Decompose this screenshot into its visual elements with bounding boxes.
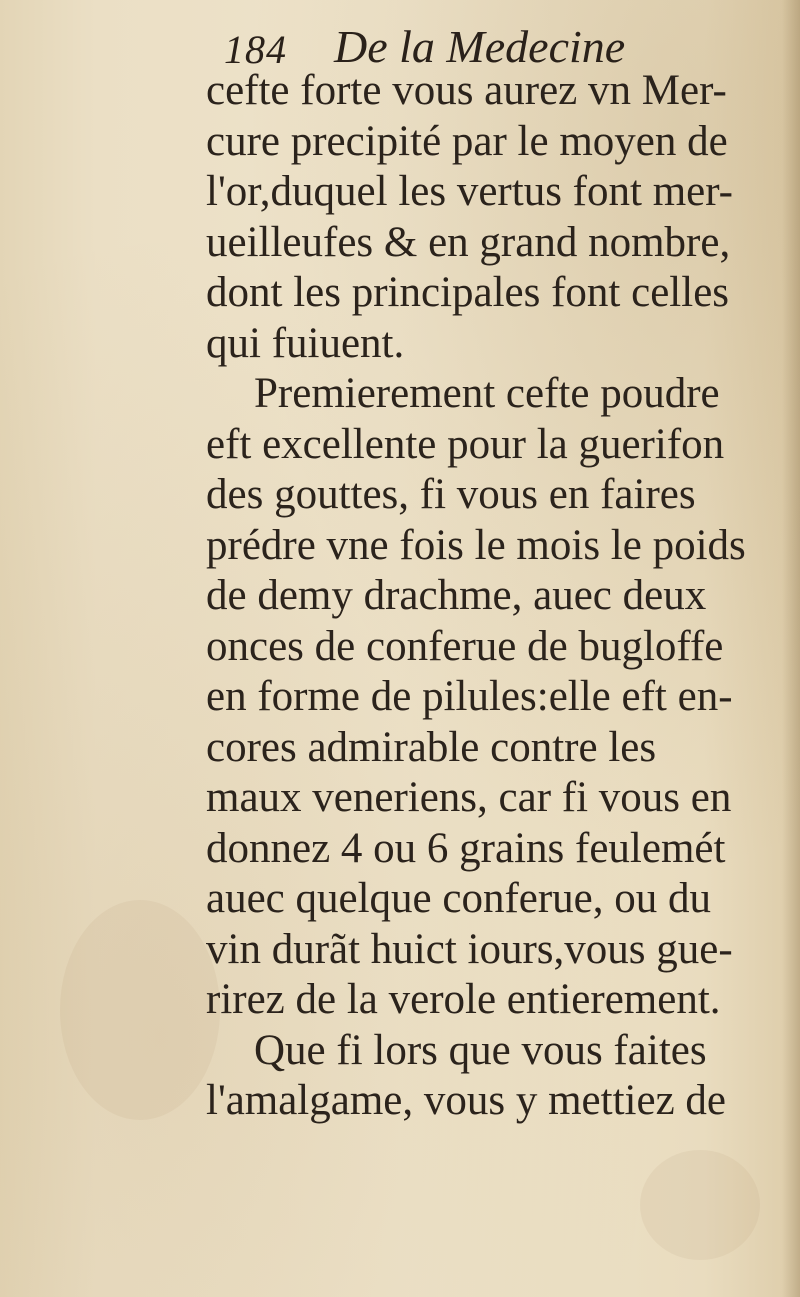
running-title: De la Medecine	[334, 21, 626, 72]
paragraph-first-line: Premierement cefte poudre	[254, 370, 720, 417]
text-line: cores admirable contre les	[206, 723, 657, 771]
text-line: maux veneriens, car fi vous en	[206, 774, 732, 821]
text-line: donnez 4 ou 6 grains feulemét	[206, 824, 726, 872]
text-line: l'amalgame, vous y mettiez de	[206, 1077, 726, 1124]
text-line: vin durãt huict iours,vous gue-	[206, 925, 733, 973]
text-line: ueilleufes & en grand nombre,	[206, 218, 731, 266]
text-line: en forme de pilules:elle eft en-	[206, 673, 733, 720]
page-number: 184	[224, 27, 287, 72]
text-line: prédre vne fois le mois le poids	[206, 521, 746, 569]
text-line: cefte forte vous aurez vn Mer-	[206, 67, 727, 114]
text-line: des gouttes, fi vous en faires	[206, 471, 696, 518]
text-line: dont les principales font celles	[206, 269, 730, 316]
text-line: qui fuiuent.	[206, 319, 405, 367]
page-gutter-shadow	[782, 0, 800, 1297]
text-line: auec quelque conferue, ou du	[206, 875, 712, 922]
paragraph-first-line: Que fi lors que vous faites	[254, 1026, 707, 1074]
paper-stain	[640, 1150, 760, 1260]
text-line: eft excellente pour la guerifon	[206, 420, 725, 468]
text-line: de demy drachme, auec deux	[206, 572, 707, 619]
text-line: cure precipité par le moyen de	[206, 117, 728, 165]
body-text	[206, 66, 766, 1127]
text-line: l'or,duquel les vertus font mer-	[206, 168, 734, 215]
paper-stain	[60, 900, 220, 1120]
text-line: onces de conferue de bugloffe	[206, 622, 724, 670]
text-line: rirez de la verole entierement.	[206, 976, 721, 1023]
